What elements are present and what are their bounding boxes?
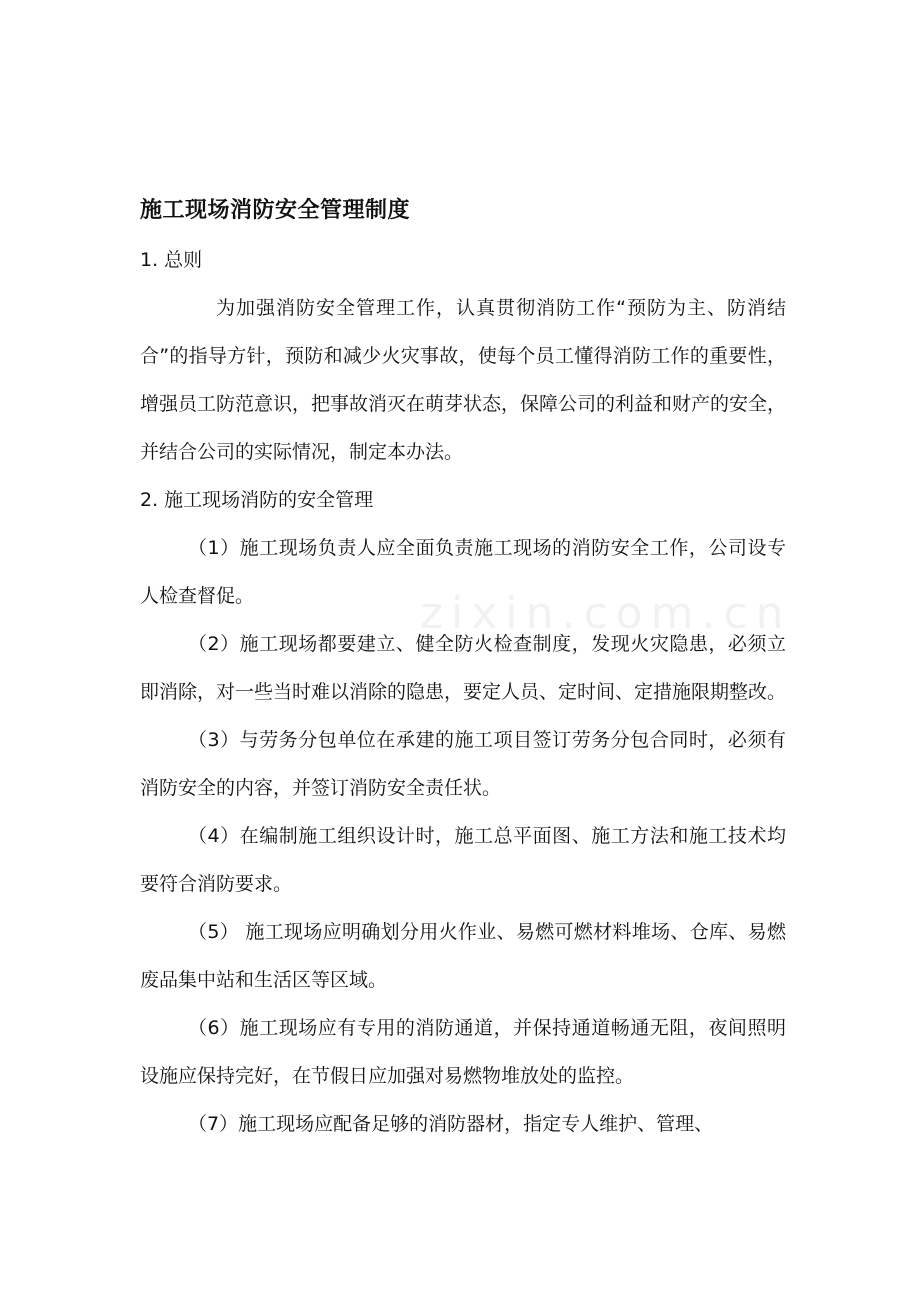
watermark: zixin.com.cn: [420, 588, 792, 639]
document-title: 施工现场消防安全管理制度: [140, 198, 411, 223]
list-item: （4）在编制施工组织设计时，施工总平面图、施工方法和施工技术均要符合消防要求。: [140, 825, 786, 895]
document-body: [140, 188, 786, 1148]
general-paragraph: 为加强消防安全管理工作，认真贯彻消防工作“预防为主、防消结合”的指导方针，预防和减少火灾事故，使每个员工懂得消防工作的重要性，增强员工防范意识，把事故消灭在萌芽状态，保障公司的利益和财产的安全，并结合公司的实际情况，制定本办法。: [140, 297, 787, 463]
list-item: （1）施工现场负责人应全面负责施工现场的消防安全工作，公司设专人检查督促。: [140, 537, 786, 607]
list-item: （7）施工现场应配备足够的消防器材，指定专人维护、管理、: [188, 1113, 714, 1135]
list-item: （2）施工现场都要建立、健全防火检查制度，发现火灾隐患，必须立即消除，对一些当时难以消除的隐患，要定人员、定时间、定措施限期整改。: [140, 633, 787, 703]
list-item: （3）与劳务分包单位在承建的施工项目签订劳务分包合同时，必须有消防安全的内容，并签订消防安全责任状。: [140, 729, 786, 799]
list-item: （5） 施工现场应明确划分用火作业、易燃可燃材料堆场、仓库、易燃废品集中站和生活区等区域。: [140, 921, 786, 991]
list-item: （6）施工现场应有专用的消防通道，并保持通道畅通无阻，夜间照明设施应保持完好，在节假日应加强对易燃物堆放处的监控。: [140, 1017, 786, 1087]
section-heading-site-fire-safety: 2. 施工现场消防的安全管理: [140, 489, 374, 511]
section-heading-general: 1. 总则: [140, 249, 203, 271]
